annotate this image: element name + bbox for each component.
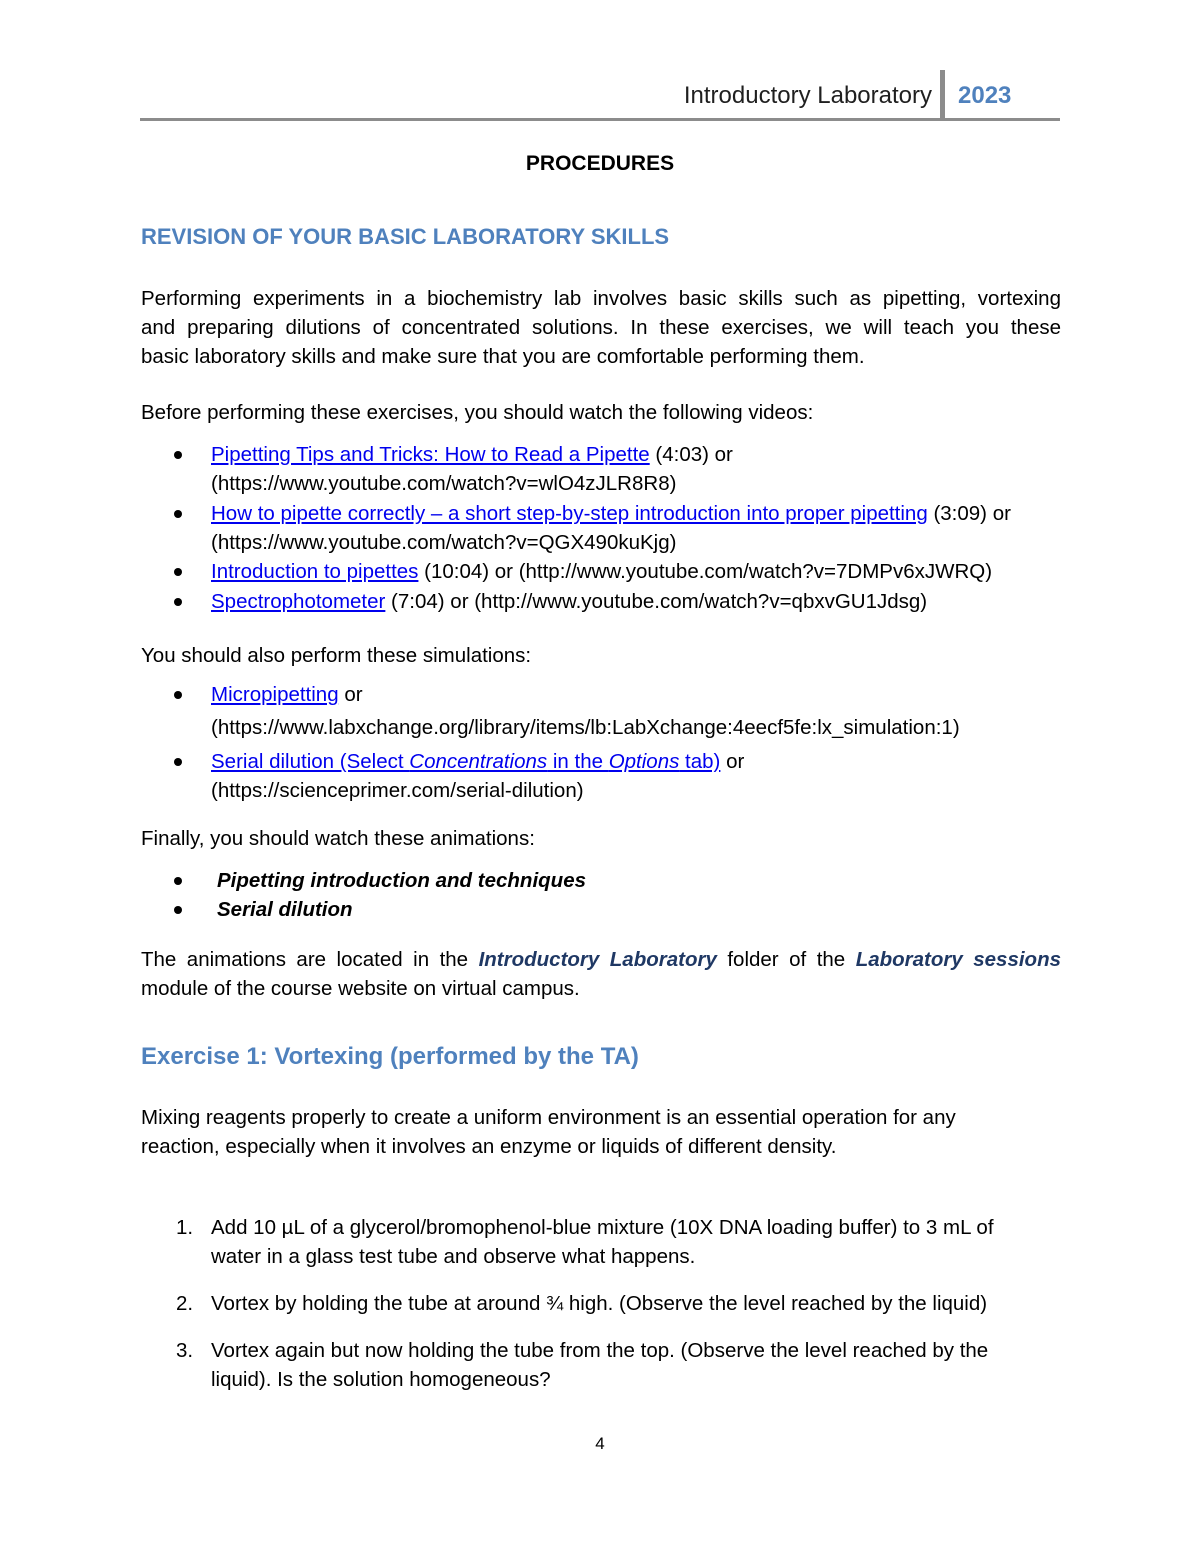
intro-line: and preparing dilutions of concentrated solutions. In these exercises, we will teach you these bbox=[141, 316, 1061, 339]
simulation-url: (https://www.labxchange.org/library/items/lb:LabXchange:4eecf5fe:lx_simulation:1) bbox=[211, 716, 960, 739]
video-link[interactable]: Spectrophotometer bbox=[211, 590, 386, 613]
simulation-link[interactable] bbox=[211, 750, 720, 773]
page-title: PROCEDURES bbox=[525, 152, 675, 175]
bullet-icon bbox=[174, 598, 182, 606]
step-text: Vortex again but now holding the tube from the top. (Observe the level reached by the bbox=[211, 1339, 989, 1362]
video-url: (https://www.youtube.com/watch?v=QGX490kuKjg) bbox=[211, 531, 677, 554]
header-separator bbox=[940, 70, 945, 120]
bullet-icon bbox=[174, 691, 182, 699]
link-text: Serial dilution (Select bbox=[211, 750, 410, 773]
list-item bbox=[211, 747, 744, 776]
location-text: The animations are located in the bbox=[141, 948, 479, 971]
location-text: folder of the bbox=[716, 948, 856, 971]
page-header bbox=[140, 70, 1060, 122]
video-link[interactable]: Introduction to pipettes bbox=[211, 560, 419, 583]
video-duration: (4:03) or bbox=[649, 443, 733, 466]
list-item bbox=[211, 680, 363, 709]
step-text: Add 10 µL of a glycerol/bromophenol-blue mixture (10X DNA loading buffer) to 3 mL of bbox=[211, 1216, 994, 1239]
exercise-intro-line: Mixing reagents properly to create a uniform environment is an essential operation for any bbox=[141, 1106, 956, 1129]
header-year: 2023 bbox=[958, 82, 1012, 109]
link-text: Concentrations bbox=[409, 750, 548, 773]
bullet-icon bbox=[174, 510, 182, 518]
link-text: tab) bbox=[679, 750, 721, 773]
section-heading: REVISION OF YOUR BASIC LABORATORY SKILLS bbox=[141, 224, 670, 249]
animations-location bbox=[141, 945, 1061, 1003]
video-duration: (10:04) or (http://www.youtube.com/watch?v=7DMPv6xJWRQ) bbox=[418, 560, 993, 583]
step-number: 1. bbox=[176, 1216, 194, 1239]
exercise-heading: Exercise 1: Vortexing (performed by the TA) bbox=[141, 1043, 639, 1070]
intro-line: basic laboratory skills and make sure that you are comfortable performing them. bbox=[141, 345, 865, 368]
simulation-url: (https://scienceprimer.com/serial-dilution) bbox=[211, 779, 584, 802]
list-item bbox=[211, 499, 1011, 528]
link-text: in the bbox=[547, 750, 609, 773]
header-rule bbox=[140, 118, 1060, 121]
bullet-icon bbox=[174, 451, 182, 459]
video-url: (https://www.youtube.com/watch?v=wlO4zJLR8R8) bbox=[211, 472, 677, 495]
location-line: module of the course website on virtual campus. bbox=[141, 977, 580, 1000]
sims-intro: You should also perform these simulations: bbox=[141, 644, 532, 667]
step-text: liquid). Is the solution homogeneous? bbox=[211, 1368, 551, 1391]
video-link[interactable]: How to pipette correctly – a short step-by-step introduction into proper pipetting bbox=[211, 502, 928, 525]
header-title: Introductory Laboratory bbox=[683, 82, 932, 109]
video-duration: (3:09) or bbox=[927, 502, 1011, 525]
list-item bbox=[211, 440, 733, 469]
link-suffix: or bbox=[338, 683, 363, 706]
step-text: Vortex by holding the tube at around ¾ high. (Observe the level reached by the liquid) bbox=[211, 1292, 988, 1315]
video-link[interactable]: Pipetting Tips and Tricks: How to Read a Pipette bbox=[211, 443, 650, 466]
animation-item: Serial dilution bbox=[217, 898, 353, 921]
step-number: 3. bbox=[176, 1339, 194, 1362]
exercise-intro bbox=[141, 1103, 1061, 1161]
location-line bbox=[141, 945, 1061, 974]
video-duration: (7:04) or (http://www.youtube.com/watch?v=qbxvGU1Jdsg) bbox=[385, 590, 928, 613]
simulation-link[interactable]: Micropipetting bbox=[211, 683, 339, 706]
bullet-icon bbox=[174, 568, 182, 576]
bullet-icon bbox=[174, 758, 182, 766]
link-text: Options bbox=[608, 750, 680, 773]
folder-name: Introductory Laboratory bbox=[478, 948, 717, 971]
bullet-icon bbox=[174, 877, 182, 885]
module-name: Laboratory sessions bbox=[855, 948, 1061, 971]
bullet-icon bbox=[174, 906, 182, 914]
animations-intro: Finally, you should watch these animations: bbox=[141, 827, 535, 850]
videos-intro: Before performing these exercises, you should watch the following videos: bbox=[141, 401, 814, 424]
page-number: 4 bbox=[595, 1434, 605, 1453]
list-item bbox=[211, 587, 927, 616]
link-suffix: or bbox=[720, 750, 745, 773]
intro-line: Performing experiments in a biochemistry lab involves basic skills such as pipetting, vortexing bbox=[141, 287, 1061, 310]
step-number: 2. bbox=[176, 1292, 194, 1315]
animation-item: Pipetting introduction and techniques bbox=[217, 869, 586, 892]
list-item bbox=[211, 557, 992, 586]
exercise-intro-line: reaction, especially when it involves an enzyme or liquids of different density. bbox=[141, 1135, 837, 1158]
step-text: water in a glass test tube and observe what happens. bbox=[211, 1245, 696, 1268]
intro-paragraph bbox=[141, 284, 1061, 371]
